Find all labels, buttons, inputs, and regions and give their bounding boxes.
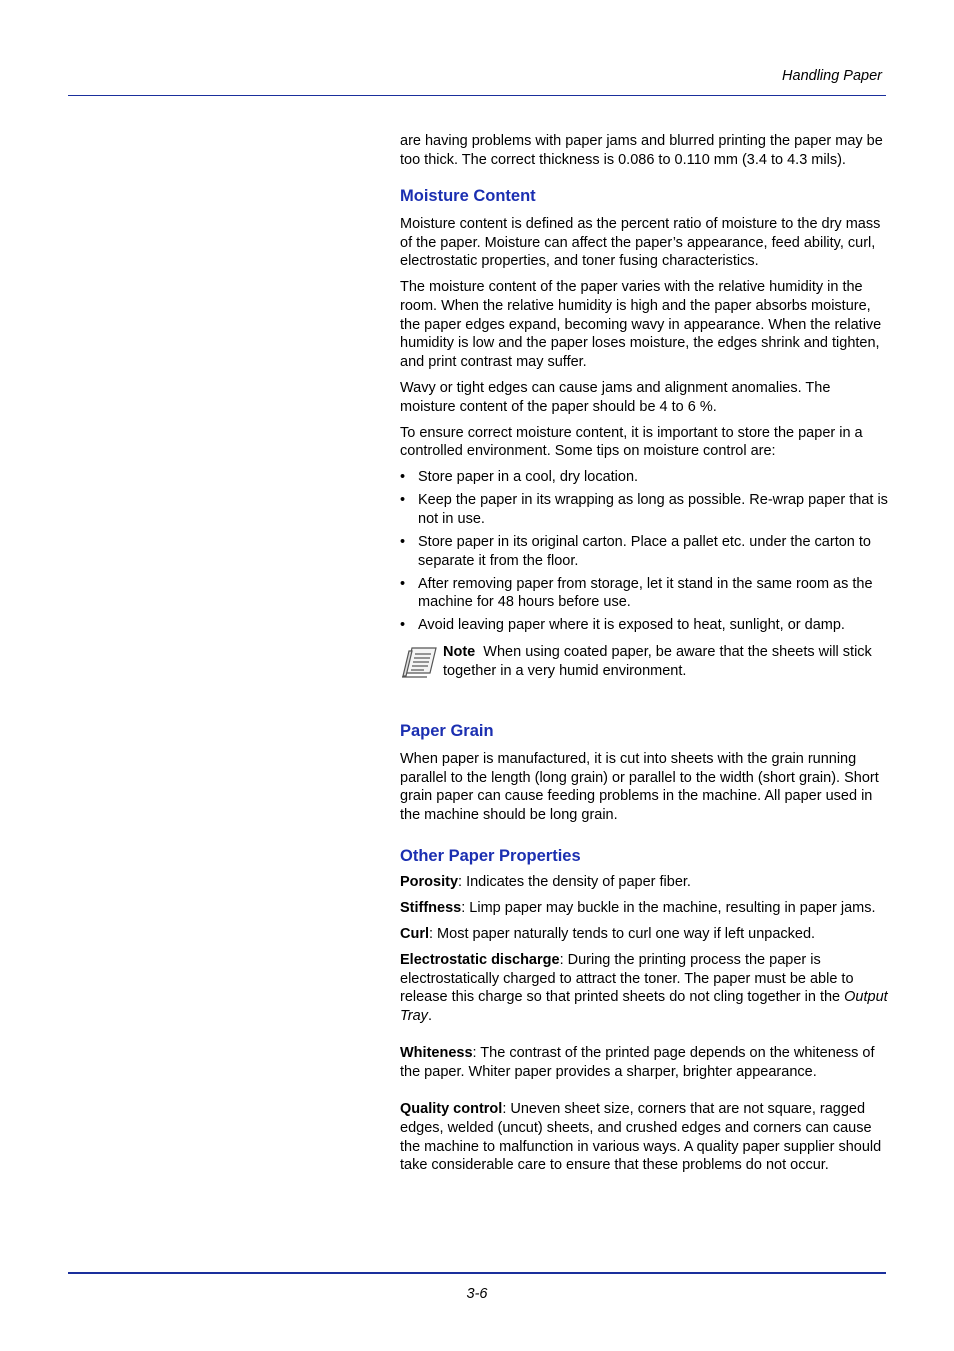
- property-stiffness: [400, 899, 888, 918]
- moisture-content-heading: Moisture Content: [400, 187, 536, 206]
- property-term: Whiteness: [400, 1045, 473, 1062]
- moisture-paragraph: Wavy or tight edges can cause jams and alignment anomalies. The moisture content of the paper should be 4 to 6 %.: [400, 379, 831, 415]
- tip-text: Avoid leaving paper where it is exposed to heat, sunlight, or damp.: [418, 617, 845, 634]
- tip-text: Store paper in a cool, dry location.: [418, 469, 639, 486]
- property-term: Porosity: [400, 873, 459, 890]
- bullet: •: [400, 534, 406, 551]
- bullet: •: [400, 492, 406, 509]
- list-item: [400, 491, 888, 528]
- list-item: [400, 533, 888, 570]
- property-term: Curl: [400, 925, 429, 942]
- intro-paragraph: are having problems with paper jams and blurred printing the paper may be too thick. The correct thickness is 0.086 to 0.110 mm (3.4 to 4.3 mils).: [400, 133, 883, 168]
- note-text: When using coated paper, be aware that the sheets will stick together in a very humid environment.: [443, 644, 872, 679]
- property-text: : During the printing process the paper is electrostatically charged to attract the toner. The paper must be able to release this charge so that printed sheets do not cling together in the: [400, 951, 854, 1006]
- property-term: Stiffness: [400, 899, 462, 916]
- property-whiteness: [400, 1044, 888, 1081]
- bullet: •: [400, 617, 406, 634]
- list-item: [400, 616, 888, 635]
- note-label: Note: [443, 644, 476, 661]
- page-header-title: Handling Paper: [782, 68, 882, 84]
- tip-text: Keep the paper in its wrapping as long as possible. Re-wrap paper that is not in use.: [418, 492, 888, 527]
- property-term: Electrostatic discharge: [400, 951, 560, 968]
- property-curl: [400, 925, 888, 944]
- paper-grain-paragraph: When paper is manufactured, it is cut into sheets with the grain running parallel to the length (long grain) or parallel to the width (short grain). Short grain paper can cause feeding problems in the machine. All paper used in the machine should be long grain.: [400, 751, 879, 824]
- moisture-paragraph: Moisture content is defined as the percent ratio of moisture to the dry mass of the paper. Moisture can affect the paper’s appearance, feed ability, curl, electrostatic properties, and toner fusing characteristics.: [400, 216, 881, 270]
- property-text: : Most paper naturally tends to curl one way if left unpacked.: [429, 925, 816, 942]
- property-text: : The contrast of the printed page depends on the whiteness of the paper. Whiter paper provides a sharper, brighter appearance.: [400, 1045, 875, 1080]
- main-content: [400, 132, 888, 1182]
- bullet: •: [400, 575, 406, 592]
- footer-divider: [68, 1272, 886, 1274]
- property-porosity: [400, 873, 888, 892]
- note-callout: [400, 643, 888, 680]
- moisture-paragraph: To ensure correct moisture content, it is important to store the paper in a controlled environment. Some tips on moisture control are:: [400, 424, 863, 460]
- property-quality-control: [400, 1100, 888, 1174]
- property-text-tail: .: [427, 1007, 432, 1024]
- property-text: : Indicates the density of paper fiber.: [458, 873, 691, 890]
- tip-text: After removing paper from storage, let it stand in the same room as the machine for 48 hours before use.: [418, 575, 873, 611]
- paper-grain-heading: Paper Grain: [400, 722, 494, 741]
- page-number: 3-6: [466, 1286, 488, 1302]
- tip-text: Store paper in its original carton. Place a pallet etc. under the carton to separate it from the floor.: [418, 534, 871, 569]
- moisture-paragraph: The moisture content of the paper varies with the relative humidity in the room. When the relative humidity is high and the paper absorbs moisture, the paper edges expand, becoming wavy in appearance. When the relative humidity is low and the paper loses moisture, the edges shrink and tighten, and print contrast may suffer.: [400, 279, 882, 370]
- bullet: •: [400, 469, 406, 486]
- other-properties-heading: Other Paper Properties: [400, 846, 581, 865]
- list-item: [400, 575, 888, 612]
- moisture-tips-list: [400, 468, 888, 635]
- header-divider: [68, 95, 886, 96]
- property-term: Quality control: [400, 1101, 503, 1118]
- property-text: : Limp paper may buckle in the machine, resulting in paper jams.: [461, 899, 876, 916]
- property-text: : Uneven sheet size, corners that are not square, ragged edges, welded (uncut) sheets, and crushed edges and corners can cause the machine to malfunction in various ways. A quality paper supplier should take considerable care to ensure that these problems do not occur.: [400, 1101, 882, 1174]
- list-item: [400, 468, 888, 487]
- property-electrostatic-discharge: [400, 951, 888, 1025]
- output-tray-term: Output Tray: [400, 989, 888, 1024]
- note-icon: [400, 643, 438, 679]
